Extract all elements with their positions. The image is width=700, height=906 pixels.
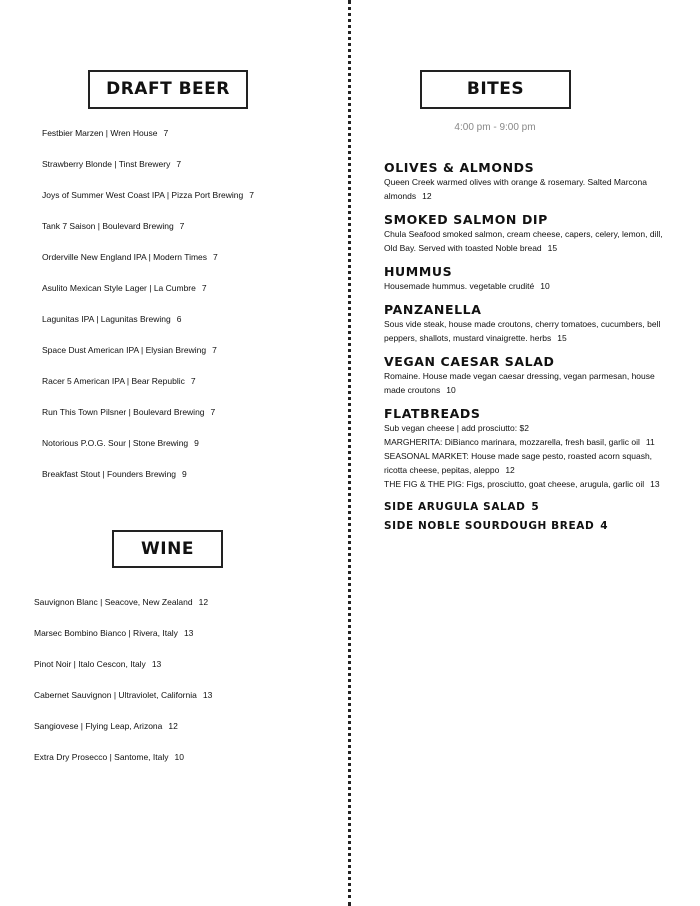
item-name: Sangiovese | Flying Leap, Arizona: [34, 721, 163, 731]
item-price: 7: [210, 407, 216, 417]
item-price: 7: [212, 345, 217, 355]
bite-description: [384, 317, 674, 345]
item-name: Marsec Bombino Bianco | Rivera, Italy: [34, 628, 178, 638]
item-price: 6: [176, 314, 182, 324]
menu-item: [42, 282, 342, 313]
item-name: Cabernet Sauvignon | Ultraviolet, California: [34, 690, 197, 700]
item-price: 7: [201, 283, 207, 293]
item-price: 13: [183, 628, 194, 638]
bite-description: [384, 227, 674, 255]
flatbreads-section: [384, 406, 674, 491]
bite-price: 10: [540, 281, 550, 291]
item-name: Lagunitas IPA | Lagunitas Brewing: [42, 314, 171, 324]
flatbread-price: 13: [650, 479, 660, 489]
bite-name: PANZANELLA: [384, 302, 482, 317]
menu-item: [42, 189, 342, 220]
bite-price: 15: [547, 243, 558, 253]
bite-desc-text: Queen Creek warmed olives with orange & rosemary. Salted Marcona almonds: [384, 177, 647, 201]
menu-item: [34, 689, 334, 720]
bite-item: [384, 160, 674, 203]
menu-item: [42, 437, 342, 468]
wine-list: [34, 596, 334, 782]
flatbreads-heading: FLATBREADS: [384, 406, 481, 421]
item-name: Racer 5 American IPA | Bear Republic: [42, 376, 185, 386]
menu-item: [42, 468, 342, 499]
menu-item: [42, 220, 342, 251]
bite-description: [384, 279, 674, 293]
side-price: 4: [600, 520, 609, 532]
item-name: Orderville New England IPA | Modern Times: [42, 252, 208, 262]
column-divider: [348, 0, 351, 906]
bites-heading: BITES: [420, 70, 571, 109]
item-name: Asulito Mexican Style Lager | La Cumbre: [42, 283, 196, 293]
flatbread-item: [384, 435, 674, 449]
draft-beer-list: [42, 127, 342, 499]
item-price: 7: [163, 128, 169, 138]
item-name: Tank 7 Saison | Boulevard Brewing: [42, 221, 174, 231]
item-price: 13: [202, 690, 213, 700]
item-name: Notorious P.O.G. Sour | Stone Brewing: [42, 438, 189, 448]
side-name: SIDE NOBLE SOURDOUGH BREAD: [384, 520, 595, 532]
flatbread-desc: MARGHERITA: DiBianco marinara, mozzarella, fresh basil, garlic oil: [384, 437, 640, 447]
flatbread-desc: SEASONAL MARKET: House made sage pesto, roasted acorn squash, ricotta cheese, pepitas, aleppo: [384, 451, 653, 475]
bite-item: [384, 264, 674, 293]
bite-item: [384, 354, 674, 397]
item-name: Pinot Noir | Italo Cescon, Italy: [34, 659, 146, 669]
menu-item: [42, 375, 342, 406]
bite-desc-text: Romaine. House made vegan caesar dressing, vegan parmesan, house made croutons: [384, 371, 655, 395]
flatbreads-note: Sub vegan cheese | add prosciutto: $2: [384, 423, 529, 433]
bite-desc-text: Sous vide steak, house made croutons, cherry tomatoes, cucumbers, bell peppers, shallots, mustard vinaigrette. herbs: [384, 319, 661, 343]
bite-name: SMOKED SALMON DIP: [384, 212, 548, 227]
item-name: Sauvignon Blanc | Seacove, New Zealand: [34, 597, 193, 607]
item-price: 9: [182, 469, 187, 479]
menu-item: [34, 658, 334, 689]
bite-description: [384, 369, 674, 397]
menu-item: [34, 751, 334, 782]
bites-hours: 4:00 pm - 9:00 pm: [454, 122, 536, 133]
flatbread-price: 12: [505, 465, 515, 475]
wine-heading: WINE: [112, 530, 223, 568]
menu-item: [34, 596, 334, 627]
bite-item: [384, 212, 674, 255]
menu-item: [34, 720, 334, 751]
flatbread-item: [384, 449, 674, 477]
draft-beer-heading: DRAFT BEER: [88, 70, 248, 109]
menu-item: [34, 627, 334, 658]
bite-price: 12: [422, 191, 432, 201]
item-price: 7: [213, 252, 218, 262]
flatbread-desc: THE FIG & THE PIG: Figs, prosciutto, goat cheese, arugula, garlic oil: [384, 479, 645, 489]
item-price: 7: [249, 190, 254, 200]
bite-name: VEGAN CAESAR SALAD: [384, 354, 555, 369]
side-name: SIDE ARUGULA SALAD: [384, 501, 526, 513]
bite-price: 10: [446, 385, 456, 395]
item-price: 12: [168, 721, 178, 731]
menu-item: [42, 158, 342, 189]
side-price: 5: [531, 501, 540, 513]
side-item: [384, 519, 674, 533]
bite-name: HUMMUS: [384, 264, 453, 279]
flatbread-price: 11: [645, 437, 655, 447]
bite-name: OLIVES & ALMONDS: [384, 160, 535, 175]
item-name: Extra Dry Prosecco | Santome, Italy: [34, 752, 169, 762]
item-name: Joys of Summer West Coast IPA | Pizza Port Brewing: [42, 190, 244, 200]
item-name: Space Dust American IPA | Elysian Brewing: [42, 345, 207, 355]
item-price: 7: [179, 221, 185, 231]
menu-item: [42, 344, 342, 375]
bites-list: [384, 160, 674, 538]
item-price: 7: [190, 376, 196, 386]
bite-description: [384, 175, 674, 203]
bite-price: 15: [557, 333, 567, 343]
flatbread-item: [384, 477, 674, 491]
item-name: Strawberry Blonde | Tinst Brewery: [42, 159, 171, 169]
bite-desc-text: Chula Seafood smoked salmon, cream cheese, capers, celery, lemon, dill, Old Bay. Served with toasted Noble bread: [384, 229, 663, 253]
item-price: 10: [174, 752, 184, 762]
item-price: 13: [151, 659, 162, 669]
menu-item: [42, 406, 342, 437]
bite-item: [384, 302, 674, 345]
item-price: 7: [176, 159, 182, 169]
item-name: Festbier Marzen | Wren House: [42, 128, 158, 138]
menu-item: [42, 127, 342, 158]
bite-desc-text: Housemade hummus. vegetable crudité: [384, 281, 535, 291]
item-name: Breakfast Stout | Founders Brewing: [42, 469, 177, 479]
menu-item: [42, 251, 342, 282]
side-item: [384, 500, 674, 514]
item-price: 9: [194, 438, 199, 448]
item-price: 12: [198, 597, 209, 607]
item-name: Run This Town Pilsner | Boulevard Brewing: [42, 407, 205, 417]
menu-item: [42, 313, 342, 344]
